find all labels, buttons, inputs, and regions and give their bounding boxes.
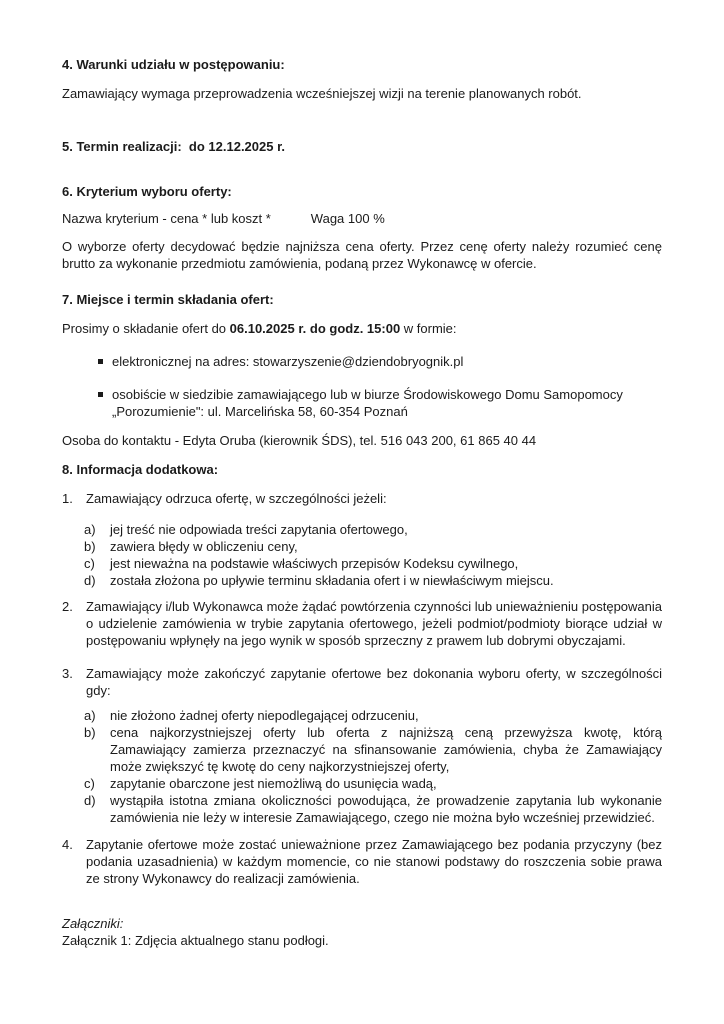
letter-item-3a — [84, 707, 662, 724]
item-3-number: 3. — [62, 666, 73, 681]
item-1-text: Zamawiający odrzuca ofertę, w szczególności jeżeli: — [86, 491, 387, 506]
letter-1b-label: b) — [84, 539, 96, 554]
letter-1a-text: jej treść nie odpowiada treści zapytania ofertowego, — [110, 522, 408, 537]
letter-item-1a — [84, 521, 662, 538]
letter-3c-label: c) — [84, 776, 95, 791]
item-2-number: 2. — [62, 599, 73, 614]
contact-person-line: Osoba do kontaktu - Edyta Oruba (kierownik ŚDS), tel. 516 043 200, 61 865 40 44 — [62, 433, 537, 448]
deadline-date: 06.10.2025 r. do godz. 15:00 — [229, 321, 401, 336]
bullet-square-icon — [98, 353, 112, 370]
letter-3a-label: a) — [84, 708, 96, 723]
item-2-text: Zamawiający i/lub Wykonawca może żądać powtórzenia czynności lub unieważnieniu postępowania o udzielenie zamówienia w trybie zapytania ofertowego, jeżeli podmiot/podmioty biorące udział w postępowaniu wpłynęły na jego wynik w sposób sprzeczny z prawem lub dobrymi obyczajami. — [86, 599, 662, 648]
letter-3b-label: b) — [84, 725, 96, 740]
numbered-item-4 — [62, 836, 662, 887]
section-6-heading: 6. Kryterium wyboru oferty: — [62, 184, 232, 199]
letter-1b-text: zawiera błędy w obliczeniu ceny, — [110, 539, 298, 554]
letter-1c-text: jest nieważna na podstawie właściwych przepisów Kodeksu cywilnego, — [110, 556, 519, 571]
attachments-title: Załączniki: — [62, 916, 124, 931]
numbered-item-3 — [62, 665, 662, 699]
numbered-item-2 — [62, 598, 662, 649]
letter-3d-label: d) — [84, 793, 96, 808]
letter-1c-label: c) — [84, 556, 95, 571]
submission-deadline-line — [62, 320, 662, 337]
bullet-item-in-person — [98, 386, 662, 420]
letter-1a-label: a) — [84, 522, 96, 537]
item-4-number: 4. — [62, 837, 73, 852]
attachment-1-line: Załącznik 1: Zdjęcia aktualnego stanu podłogi. — [62, 933, 329, 948]
numbered-item-1 — [62, 490, 662, 507]
item-3-text: Zamawiający może zakończyć zapytanie ofertowe bez dokonania wyboru oferty, w szczególności gdy: — [86, 666, 662, 698]
section-7-heading: 7. Miejsce i termin składania ofert: — [62, 292, 274, 307]
letter-list-1 — [84, 521, 662, 589]
criterion-line — [62, 210, 662, 227]
criterion-name: Nazwa kryterium - cena * lub koszt * — [62, 211, 271, 226]
letter-3c-text: zapytanie obarczone jest niemożliwą do usunięcia wadą, — [110, 776, 437, 791]
deadline-suffix: w formie: — [400, 321, 457, 336]
letter-3b-text: cena najkorzystniejszej oferty lub oferta z najniższą ceną przewyższa kwotę, którą Zamawiający zamierza przeznaczyć na sfinansowanie zamówienia, chyba że Zamawiający może zwiększyć tę kwotę do ceny najkorzystniejszej oferty, — [110, 725, 662, 774]
letter-item-1c — [84, 555, 662, 572]
bullet-item-email — [98, 353, 662, 370]
letter-3a-text: nie złożono żadnej oferty niepodlegającej odrzuceniu, — [110, 708, 419, 723]
letter-1d-label: d) — [84, 573, 96, 588]
section-6-paragraph: O wyborze oferty decydować będzie najniższa cena oferty. Przez cenę oferty należy rozumieć cenę brutto za wykonanie przedmiotu zamówienia, podaną przez Wykonawcę w ofercie. — [62, 239, 662, 271]
section-5-heading: 5. Termin realizacji: do 12.12.2025 r. — [62, 139, 286, 154]
section-4-heading: 4. Warunki udziału w postępowaniu: — [62, 57, 285, 72]
letter-3d-text: wystąpiła istotna zmiana okoliczności powodująca, że prowadzenie zapytania lub wykonanie zamówienia nie leży w interesie Zamawiającego, czego nie można było wcześniej przewidzieć. — [110, 793, 662, 825]
letter-1d-text: została złożona po upływie terminu składania ofert i w niewłaściwym miejscu. — [110, 573, 554, 588]
item-1-number: 1. — [62, 491, 73, 506]
bullet-in-person-text: osobiście w siedzibie zamawiającego lub w biurze Środowiskowego Domu Samopomocy „Porozumienie": ul. Marcelińska 58, 60-354 Poznań — [112, 387, 623, 419]
letter-item-3c — [84, 775, 662, 792]
letter-item-3b — [84, 724, 662, 775]
letter-item-1b — [84, 538, 662, 555]
criterion-weight: Waga 100 % — [310, 211, 385, 226]
section-8-heading: 8. Informacja dodatkowa: — [62, 462, 219, 477]
section-4-paragraph: Zamawiający wymaga przeprowadzenia wcześniejszej wizji na terenie planowanych robót. — [62, 86, 582, 101]
letter-list-3 — [84, 707, 662, 826]
bullet-square-icon — [98, 386, 112, 420]
letter-item-1d — [84, 572, 662, 589]
deadline-prefix: Prosimy o składanie ofert do — [62, 321, 230, 336]
item-4-text: Zapytanie ofertowe może zostać unieważnione przez Zamawiającego bez podania przyczyny (bez podania uzasadnienia) w każdym momencie, co nie stanowi podstawy do roszczenia sobie prawa ze strony Wykonawcy do realizacji zamówienia. — [86, 837, 662, 886]
bullet-email-text: elektronicznej na adres: stowarzyszenie@dziendobryognik.pl — [112, 354, 464, 369]
letter-item-3d — [84, 792, 662, 826]
